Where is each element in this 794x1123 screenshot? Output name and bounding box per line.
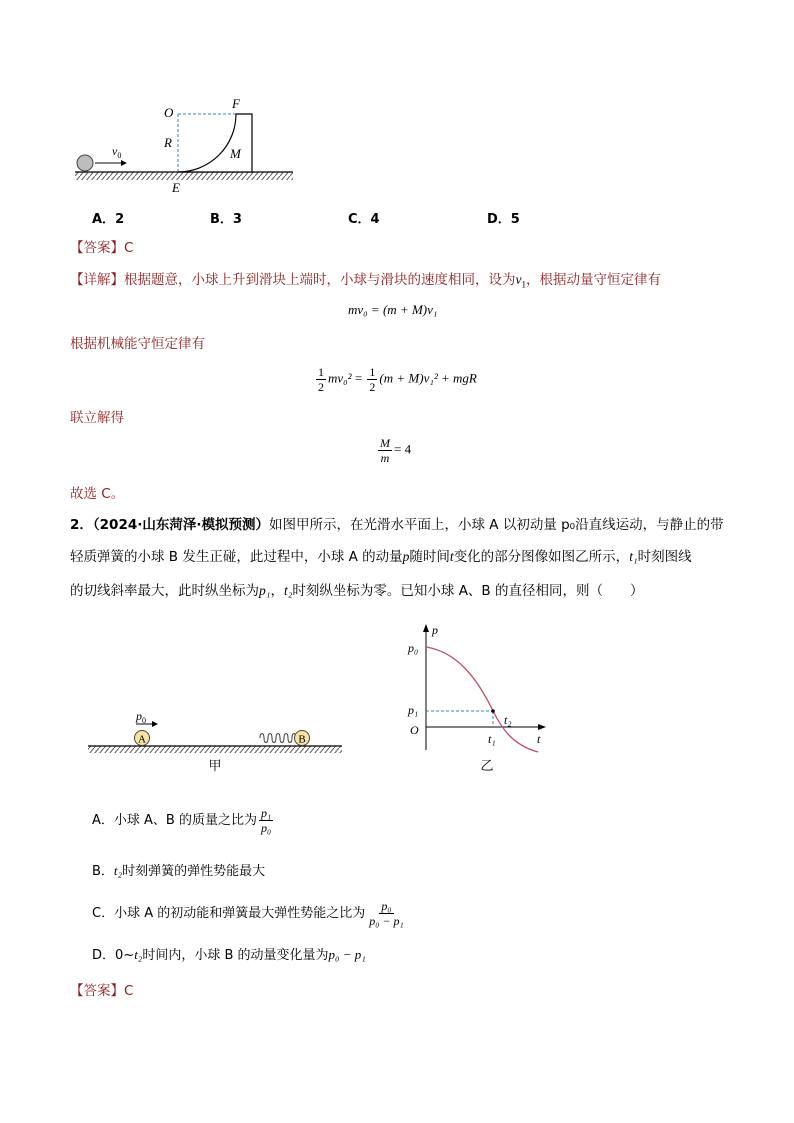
answer-2: 【答案】C xyxy=(70,983,134,999)
label-M: M xyxy=(230,146,241,161)
conclusion: 故选 C。 xyxy=(70,486,125,502)
svg-text:p₀: p₀ xyxy=(408,641,419,655)
energy-conservation-text: 根据机械能守恒定律有 xyxy=(70,336,205,352)
slider-block xyxy=(178,114,252,172)
label-R: R xyxy=(164,135,172,150)
figure-jia xyxy=(84,700,346,776)
svg-text:A: A xyxy=(138,733,146,746)
svg-text:t: t xyxy=(537,732,541,746)
answer-1: 【答案】C xyxy=(70,240,134,256)
solve-text: 联立解得 xyxy=(70,410,124,426)
equation-momentum: mv₀ = (m + M)v₁ xyxy=(348,302,438,317)
label-p0-jia: $p_0$ xyxy=(136,709,146,725)
label-E: E xyxy=(172,180,180,195)
q1-option-a: A．2 xyxy=(92,212,125,227)
q2-option-a: A．小球 A、B 的质量之比为 $\frac{\text{p₁}}{\text{p₀}}$ xyxy=(92,806,272,835)
caption-yi: 乙 xyxy=(480,759,494,774)
q2-option-d: D．0~t₂时间内，小球 B 的动量变化量为p₀ − p₁ xyxy=(92,947,366,963)
detail-paragraph: 【详解】根据题意，小球上升到滑块上端时，小球与滑块的速度相同，设为$v_1$，根据动量守恒定律有 xyxy=(70,272,661,290)
equation-ratio: $\frac{M}{m}$ = 4 xyxy=(380,436,412,465)
label-F: F xyxy=(232,96,240,111)
q1-option-d: D．5 xyxy=(487,212,520,227)
svg-text:t₂: t₂ xyxy=(504,713,512,727)
q2-line-1: 2．（2024·山东菏泽·模拟预测）如图甲所示，在光滑水平面上，小球 A 以初动量 p₀沿直线运动，与静止的带 xyxy=(70,517,724,533)
equation-energy: $\frac{1}{2}$ mv₀² = $\frac{1}{2}$ (m + M)v₁² + mgR xyxy=(318,365,477,394)
ball xyxy=(77,155,93,171)
svg-text:O: O xyxy=(410,723,419,737)
ground-hatch xyxy=(75,172,293,180)
curve-p-t xyxy=(426,647,538,752)
caption-jia: 甲 xyxy=(208,759,222,774)
label-O: O xyxy=(164,105,174,120)
q2-line-3: 的切线斜率最大，此时纵坐标为p₁，t₂时刻纵坐标为零。已知小球 A、B 的直径相同，则（ ） xyxy=(70,583,644,599)
q2-line-2: 轻质弹簧的小球 B 发生正碰，此过程中，小球 A 的动量p随时间t变化的部分图像如图乙所示，t₁时刻图线 xyxy=(70,549,692,565)
svg-text:B: B xyxy=(298,733,306,746)
q2-option-c: C．小球 A 的初动能和弹簧最大弹性势能之比为 $\frac{\text{p₀}}{\text{p₀ − p₁}}$ xyxy=(92,899,404,928)
q1-option-b: B．3 xyxy=(210,212,242,227)
label-v0: $v_0$ xyxy=(112,144,122,160)
figure-yi-graph xyxy=(400,620,550,780)
svg-text:p: p xyxy=(432,623,438,637)
q1-option-c: C．4 xyxy=(348,212,380,227)
svg-text:t₁: t₁ xyxy=(488,732,496,746)
q2-option-b: B．t₂时刻弹簧的弹性势能最大 xyxy=(92,863,266,879)
figure-slider-diagram xyxy=(70,92,300,202)
svg-text:p₁: p₁ xyxy=(408,703,419,717)
